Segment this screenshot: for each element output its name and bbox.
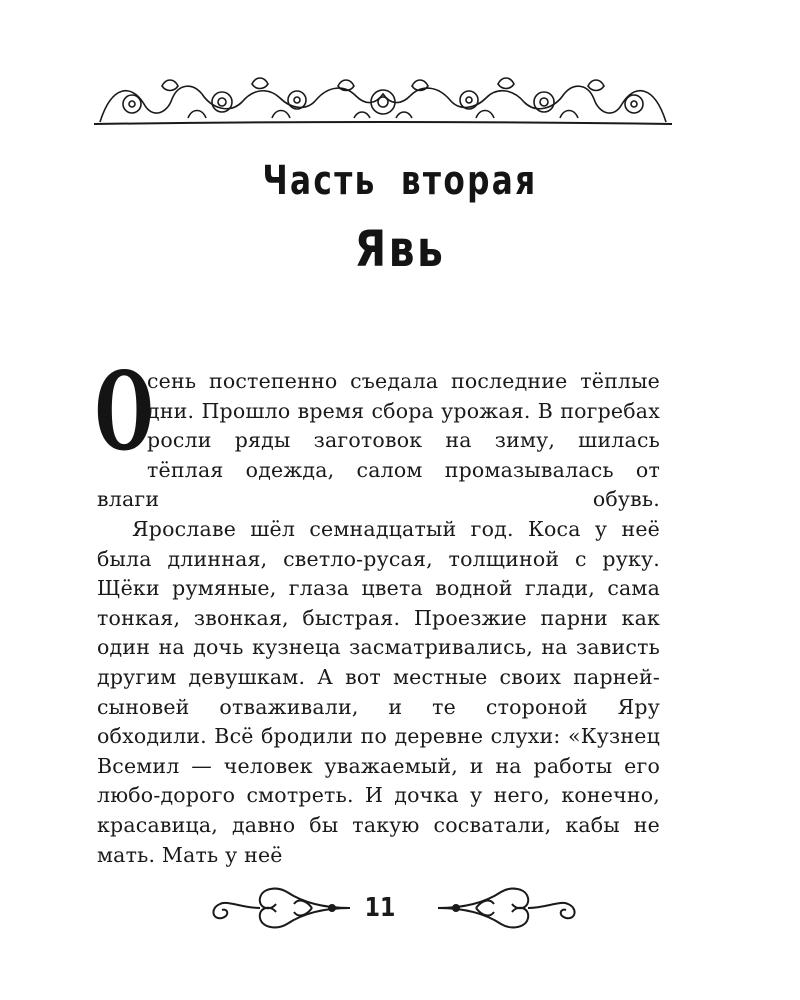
page-number: 11 [364, 893, 396, 923]
paragraph-1-text: сень постепенно съедала последние тёплые дни. Прошло время сбора урожая. В погребах росли ряды заготовок на зиму, шилась тёплая одежда, салом промазывалась от влаги обувь. [97, 369, 660, 512]
body-text [95, 349, 660, 870]
paragraph-1 [95, 349, 660, 515]
paragraph-2: Ярославе шёл семнадцатый год. Коса у неё была длинная, светло-русая, толщиной с руку. Щёки румяные, глаза цвета водной глади, сама тонкая, звонкая, быстрая. Проезжие парни как один на дочь кузнеца засматривались, на зависть другим девушкам. А вот местные своих парней-сыновей отваживали, и те стороной Яру обходили. Всё бродили по деревне слухи: «Кузнец Всемил — человек уважаемый, и на работы его любо-дорого смотреть. И дочка у него, конечно, красавица, давно бы такую сосватали, кабы не мать. Мать у неё [97, 516, 660, 867]
part-title: Явь [354, 220, 446, 278]
footer-ornament-left-icon [202, 882, 352, 934]
part-label: Часть вторая [262, 158, 538, 204]
footer-ornament-right-icon [436, 882, 586, 934]
drop-cap: О [95, 349, 154, 475]
floral-ornament-header [92, 74, 674, 132]
